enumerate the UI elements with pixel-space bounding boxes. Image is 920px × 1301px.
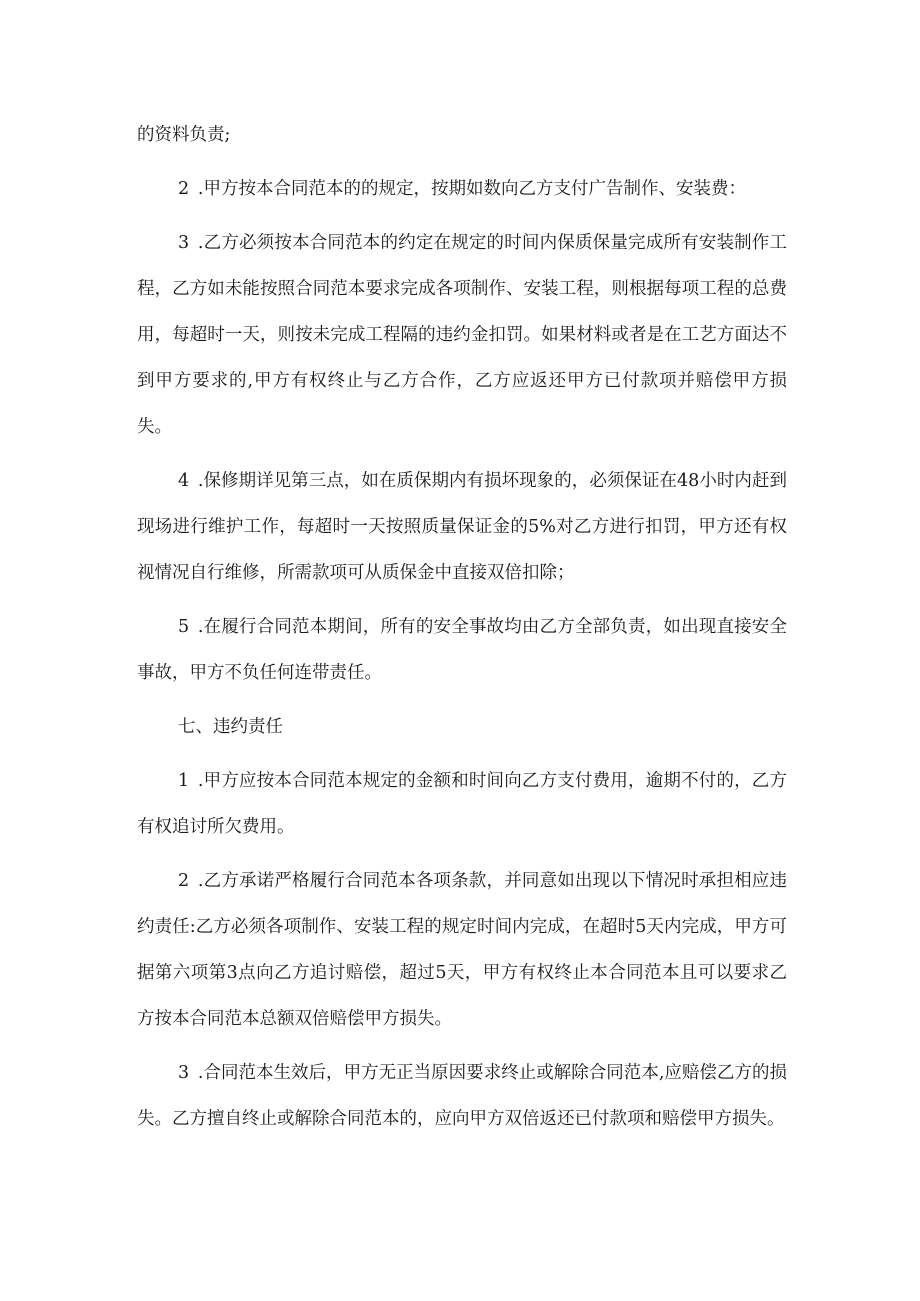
paragraph-clause-2: 2 .甲方按本合同范本的的规定，按期如数向乙方支付广告制作、安装费： [178,179,746,199]
paragraph-clause-5: 5 .在履行合同范本期间，所有的安全事故均由乙方全部负责，如出现直接安全事故，甲方不负任何连带责任。 [137,617,787,683]
paragraph-continuation: 的资料负责; [137,125,231,145]
paragraph-breach-1: 1 .甲方应按本合同范本规定的金额和时间向乙方支付费用，逾期不付的，乙方有权追讨所欠费用。 [137,771,787,837]
paragraph-breach-2: 2 .乙方承诺严格履行合同范本各项条款，并同意如出现以下情况时承担相应违约责任:乙方必须各项制作、安装工程的规定时间内完成，在超时5天内完成，甲方可据第六项第3点向乙方追讨赔偿，超过5天，甲方有权终止本合同范本且可以要求乙方按本合同范本总额双倍赔偿甲方损失。 [137,871,787,1029]
paragraph-clause-3: 3 .乙方必须按本合同范本的约定在规定的时间内保质保量完成所有安装制作工程，乙方如未能按照合同范本要求完成各项制作、安装工程，则根据每项工程的总费用，每超时一天，则按未完成工程隔的违约金扣罚。如果材料或者是在工艺方面达不到甲方要求的,甲方有权终止与乙方合作，乙方应返还甲方已付款项并赔偿甲方损失。 [137,233,787,437]
paragraph-breach-3: 3 .合同范本生效后，甲方无正当原因要求终止或解除合同范本,应赔偿乙方的损失。乙方擅自终止或解除合同范本的，应向甲方双倍返还已付款项和赔偿甲方损失。 [137,1063,787,1129]
document-body [137,112,787,1150]
paragraph-clause-4: 4 .保修期详见第三点，如在质保期内有损坏现象的，必须保证在48小时内赶到现场进行维护工作，每超时一天按照质量保证金的5%对乙方进行扣罚，甲方还有权视情况自行维修，所需款项可从质保金中直接双倍扣除； [137,471,787,583]
section-heading-breach-liability: 七、违约责任 [178,717,283,737]
